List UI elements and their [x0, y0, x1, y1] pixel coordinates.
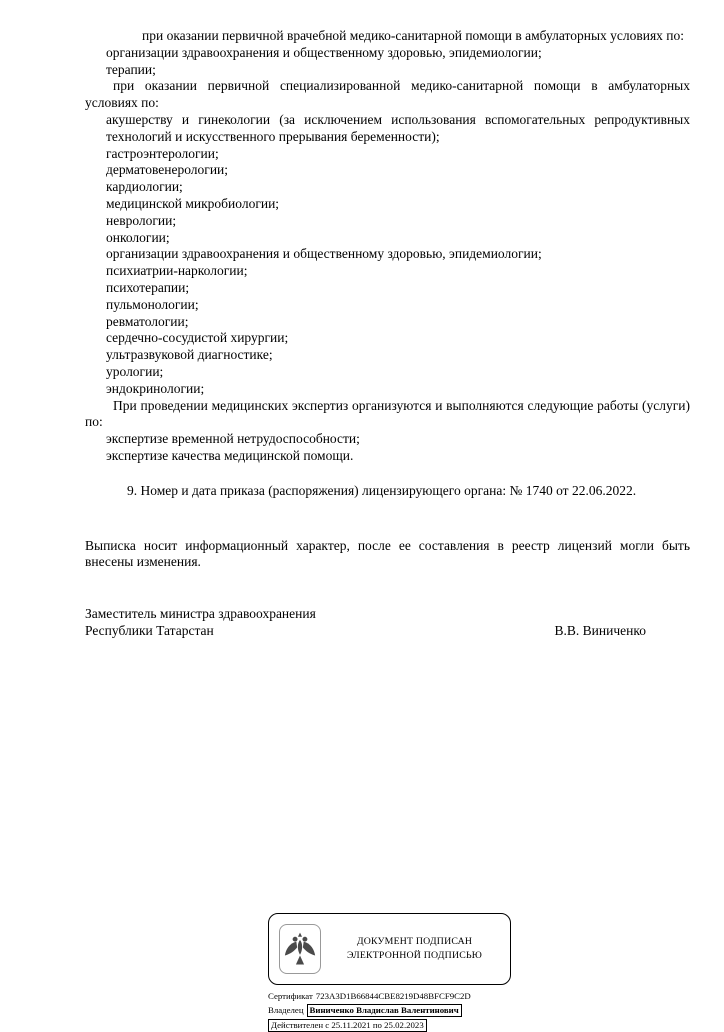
owner-line — [268, 1004, 511, 1017]
specialty-item: неврологии; — [106, 212, 177, 228]
electronic-signature-stamp — [268, 913, 511, 1032]
stamp-title-line2: ЭЛЕКТРОННОЙ ПОДПИСЬЮ — [346, 950, 483, 961]
specialty-item: организации здравоохранения и общественному здоровью, эпидемиологии; — [106, 246, 542, 262]
owner-name: Виниченко Владислав Валентинович — [307, 1004, 462, 1017]
specialty-item: медицинской микробиологии; — [106, 195, 280, 211]
paragraph-specialized-care: при оказании первичной специализированной медико-санитарной помощи в амбулаторных условиях по: — [85, 78, 690, 111]
list-item: организации здравоохранения и общественному здоровью, эпидемиологии; — [106, 44, 542, 60]
stamp-title-line1: ДОКУМЕНТ ПОДПИСАН — [356, 936, 473, 947]
specialty-item: урологии; — [106, 363, 164, 379]
specialty-item: эндокринологии; — [106, 380, 205, 396]
paragraph-expertise: При проведении медицинских экспертиз организуются и выполняются следующие работы (услуги) по: — [85, 397, 690, 430]
coat-of-arms-icon — [279, 924, 321, 974]
signature-block — [85, 606, 690, 640]
signer-name: В.В. Виниченко — [554, 622, 646, 638]
paragraph-primary-care: при оказании первичной врачебной медико-санитарной помощи в амбулаторных условиях по: — [142, 28, 685, 43]
expertise-item: экспертизе временной нетрудоспособности; — [106, 431, 360, 447]
certificate-label: Сертификат — [268, 991, 313, 1001]
stamp-title — [329, 935, 500, 963]
specialty-item: ревматологии; — [106, 313, 189, 329]
expertise-item: экспертизе качества медицинской помощи. — [106, 447, 354, 463]
specialty-item: сердечно-сосудистой хирургии; — [106, 330, 289, 346]
specialty-item: гастроэнтерологии; — [106, 145, 219, 161]
specialty-item: дерматовенерологии; — [106, 162, 229, 178]
specialty-item: акушерству и гинекологии (за исключением использования вспомогательных репродуктивных технологий и искусственного прерывания беременности); — [106, 111, 690, 144]
stamp-details — [268, 990, 511, 1032]
signer-title-line2: Республики Татарстан — [85, 622, 214, 638]
informational-note: Выписка носит информационный характер, после ее составления в реестр лицензий могли быть внесены изменения. — [85, 537, 690, 570]
signer-title — [85, 606, 316, 640]
specialty-item: кардиологии; — [106, 179, 183, 195]
validity-dates: Действителен с 25.11.2021 по 25.02.2023 — [268, 1019, 427, 1032]
specialty-item: пульмонологии; — [106, 296, 199, 312]
signer-title-line1: Заместитель министра здравоохранения — [85, 606, 316, 622]
specialty-item: онкологии; — [106, 229, 170, 245]
specialty-item: психиатрии-наркологии; — [106, 263, 248, 279]
list-item: терапии; — [106, 61, 156, 77]
stamp-header — [268, 913, 511, 985]
certificate-line — [268, 990, 511, 1002]
order-number-line: 9. Номер и дата приказа (распоряжения) лицензирующего органа: № 1740 от 22.06.2022. — [127, 482, 637, 498]
specialty-item: психотерапии; — [106, 279, 190, 295]
certificate-value: 723A3D1B66844CBE8219D48BFCF9C2D — [315, 991, 471, 1001]
specialty-item: ультразвуковой диагностике; — [106, 347, 273, 363]
validity-line — [268, 1019, 511, 1032]
owner-label: Владелец — [268, 1005, 304, 1015]
